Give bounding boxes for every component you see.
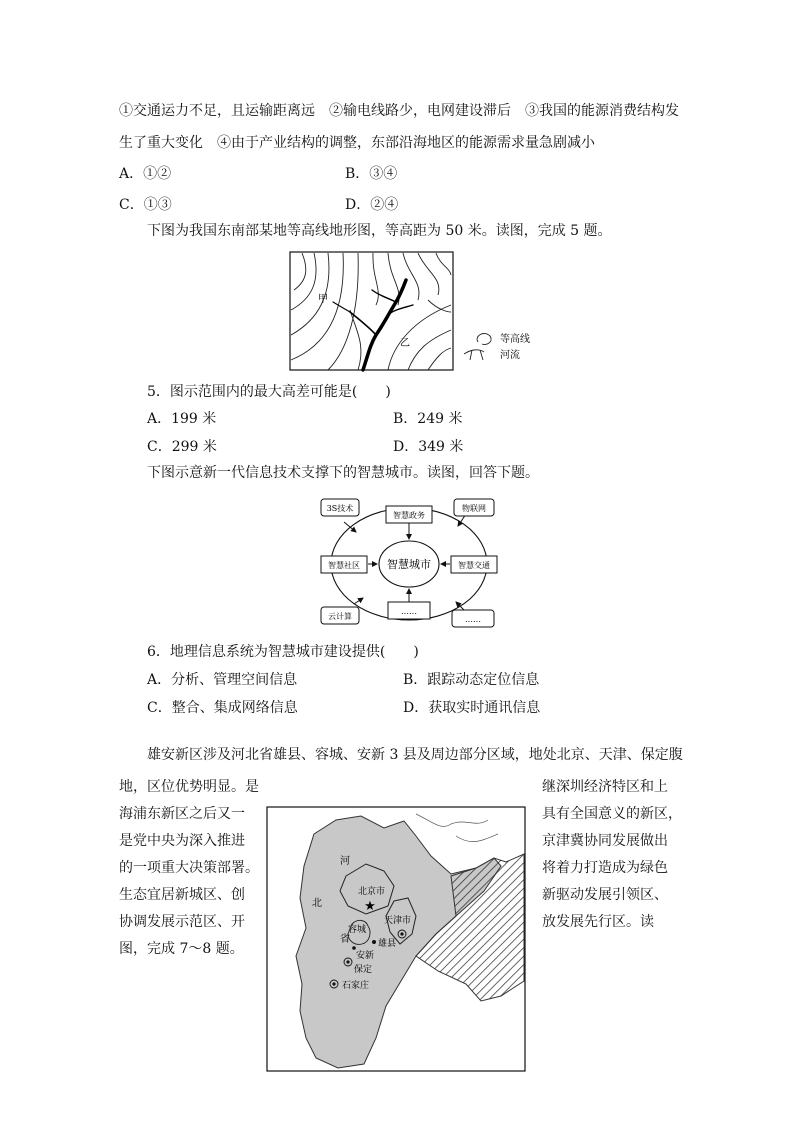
q4-option-b: B．③④ xyxy=(345,166,398,182)
xiongan-line1: 雄安新区涉及河北省雄县、容城、安新 3 县及周边部分区域，地处北京、天津、保定腹 xyxy=(147,747,683,763)
corner-bl-label: 云计算 xyxy=(328,612,352,621)
label-xiongxian: 雄县 xyxy=(378,939,397,949)
label-shijiazhuang: 石家庄 xyxy=(342,981,370,991)
q5-option-d: D．349 米 xyxy=(393,439,464,455)
xiongan-right-2: 具有全国意义的新区， xyxy=(542,806,682,822)
node-bottom-label: …… xyxy=(401,607,417,616)
xiongan-right-5: 新驱动发展引领区、 xyxy=(542,887,668,903)
baoding-marker-dot xyxy=(346,960,349,963)
xiongan-left-4: 的一项重大决策部署。 xyxy=(119,860,259,876)
river xyxy=(333,280,413,370)
q4-option-c: C．①③ xyxy=(119,197,172,213)
q4-option-d: D．②④ xyxy=(345,197,399,213)
label-beijing: 北京市 xyxy=(358,887,386,897)
anxin-marker xyxy=(352,946,356,950)
legend-contour-label: 等高线 xyxy=(500,334,530,345)
label-baoding: 保定 xyxy=(354,965,373,975)
corner-tl-label: 3S技术 xyxy=(326,504,354,513)
xiongan-right-6: 放发展先行区。读 xyxy=(542,914,654,930)
node-top-label: 智慧政务 xyxy=(393,511,425,520)
shijiazhuang-marker-dot xyxy=(332,982,335,985)
q5-option-b: B．249 米 xyxy=(393,411,463,427)
q5-option-c: C．299 米 xyxy=(147,439,217,455)
xiongan-left-5: 生态宜居新城区、创 xyxy=(119,887,245,903)
xiongan-right-3: 京津冀协同发展做出 xyxy=(542,833,668,849)
xiongan-left-3: 是党中央为深入推进 xyxy=(119,833,245,849)
q5-intro: 下图为我国东南部某地等高线地形图，等高距为 50 米。读图，完成 5 题。 xyxy=(147,223,612,239)
q6-option-c: C．整合、集成网络信息 xyxy=(147,700,298,716)
legend-river-icon xyxy=(464,350,484,360)
legend-river-label: 河流 xyxy=(500,350,520,361)
corner-tr-label: 物联网 xyxy=(462,504,486,513)
q4-line2: 生了重大变化 ④由于产业结构的调整，东部沿海地区的能源需求量急剧减小 xyxy=(119,135,595,151)
xiongan-left-7: 图，完成 7～8 题。 xyxy=(119,941,244,957)
xiongan-left-6: 协调发展示范区、开 xyxy=(119,914,245,930)
node-left-label: 智慧社区 xyxy=(328,561,360,570)
center-node-label: 智慧城市 xyxy=(387,558,431,571)
xiongan-right-4: 将着力打造成为绿色 xyxy=(542,860,668,876)
beijing-star-icon: ★ xyxy=(364,899,376,914)
smart-city-diagram xyxy=(316,494,502,634)
label-tianjin: 天津市 xyxy=(384,916,412,926)
label-anxin: 安新 xyxy=(356,951,375,961)
contour-lines xyxy=(291,253,451,370)
xiongxian-marker xyxy=(372,940,376,944)
region-map xyxy=(266,806,527,1073)
label-bei: 北 xyxy=(312,898,322,909)
label-he: 河 xyxy=(340,856,350,867)
q5-stem: 5．图示范围内的最大高差可能是( ) xyxy=(147,384,391,400)
q6-stem: 6．地理信息系统为智慧城市建设提供( ) xyxy=(147,644,419,660)
node-right-label: 智慧交通 xyxy=(458,561,490,570)
q6-option-b: B．跟踪动态定位信息 xyxy=(403,672,540,688)
label-yi: 乙 xyxy=(400,338,410,349)
q5-option-a: A．199 米 xyxy=(147,411,217,427)
label-jia: 甲 xyxy=(318,294,328,305)
xiongan-left-1: 地，区位优势明显。是 xyxy=(119,779,259,795)
tianjin-marker-dot xyxy=(400,932,403,935)
q4-option-a: A．①② xyxy=(119,166,172,182)
q4-line1: ①交通运力不足，且运输距离远 ②输电线路少，电网建设滞后 ③我国的能源消费结构发 xyxy=(119,103,679,119)
q6-option-a: A．分析、管理空间信息 xyxy=(147,672,298,688)
xiongan-left-2: 海浦东新区之后又一 xyxy=(119,806,245,822)
label-sheng: 省 xyxy=(340,934,350,945)
corner-br-label: …… xyxy=(465,615,481,624)
label-rongcheng: 容城 xyxy=(348,925,367,935)
q6-option-d: D．获取实时通讯信息 xyxy=(403,700,541,716)
xiongan-right-1: 继深圳经济特区和上 xyxy=(542,779,668,795)
topo-map xyxy=(288,250,540,375)
q6-intro: 下图示意新一代信息技术支撑下的智慧城市。读图，回答下题。 xyxy=(147,465,539,481)
legend-contour-icon xyxy=(477,334,491,345)
